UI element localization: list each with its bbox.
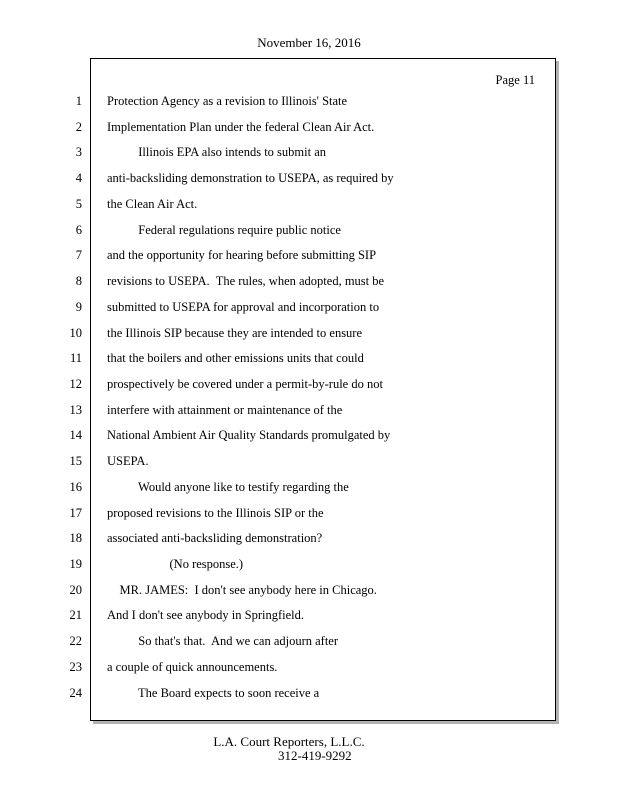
line-text: the Illinois SIP because they are intended to ensure: [107, 325, 363, 340]
line-number: 9: [75, 299, 82, 314]
line-number: 5: [75, 196, 82, 211]
line-number: 4: [75, 171, 82, 186]
line-number: 21: [69, 608, 82, 623]
line-text: Illinois EPA also intends to submit an: [107, 145, 326, 160]
line-text: submitted to USEPA for approval and incorporation to: [107, 299, 380, 314]
line-number: 22: [69, 634, 82, 649]
line-text: revisions to USEPA. The rules, when adopted, must be: [107, 274, 385, 288]
line-text: Would anyone like to testify regarding the: [107, 479, 349, 494]
line-text: So that's that. And we can adjourn after: [107, 634, 339, 649]
transcript-line: [0, 425, 618, 445]
transcript-line: [0, 168, 618, 188]
transcript-line: [0, 220, 618, 240]
line-number: 24: [69, 685, 82, 700]
transcript-line: [0, 477, 618, 497]
line-number: 20: [69, 582, 82, 597]
line-text: the Clean Air Act.: [107, 196, 198, 211]
line-number: 7: [75, 248, 82, 263]
line-text: USEPA.: [107, 454, 149, 469]
line-number: 11: [69, 351, 82, 366]
line-text: Federal regulations require public notice: [107, 222, 341, 237]
transcript-line: [0, 683, 618, 703]
line-text: Protection Agency as a revision to Illinois' State: [107, 94, 348, 108]
transcript-line: [0, 528, 618, 548]
transcript-line: [0, 117, 618, 137]
line-text: associated anti-backsliding demonstration?: [107, 531, 323, 546]
line-number: 19: [69, 557, 82, 571]
line-text: (No response.): [107, 557, 244, 571]
line-number: 13: [69, 402, 82, 417]
transcript-line: [0, 91, 618, 111]
transcript-line: [0, 605, 618, 625]
line-number: 23: [69, 659, 82, 674]
line-text: prospectively be covered under a permit-by-rule do not: [107, 376, 383, 391]
line-number: 10: [69, 325, 82, 340]
line-text: that the boilers and other emissions units that could: [107, 351, 364, 366]
transcript-line: [0, 271, 618, 291]
line-number: 8: [75, 274, 82, 288]
transcript-line: [0, 631, 618, 651]
transcript-line: [0, 323, 618, 343]
transcript-line: [0, 297, 618, 317]
line-number: 1: [75, 94, 82, 108]
footer-company: L.A. Court Reporters, L.L.C.: [213, 734, 365, 749]
footer-phone: 312-419-9292: [278, 748, 352, 763]
transcript-line: [0, 657, 618, 677]
line-number: 2: [75, 119, 82, 134]
line-number: 18: [69, 531, 82, 546]
transcript-line: [0, 194, 618, 214]
line-text: National Ambient Air Quality Standards promulgated by: [107, 428, 391, 443]
line-number: 17: [69, 505, 82, 520]
line-text: anti-backsliding demonstration to USEPA, as required by: [107, 171, 394, 186]
transcript-line: [0, 348, 618, 368]
line-text: The Board expects to soon receive a: [107, 685, 320, 700]
line-text: and the opportunity for hearing before submitting SIP: [107, 248, 377, 263]
transcript-line: [0, 245, 618, 265]
transcript-line: [0, 142, 618, 162]
line-number: 3: [75, 145, 82, 160]
line-number: 14: [69, 428, 82, 443]
line-number: 16: [69, 479, 82, 494]
line-text: interfere with attainment or maintenance of the: [107, 402, 343, 417]
transcript-line: [0, 400, 618, 420]
transcript-line: [0, 580, 618, 600]
line-text: Implementation Plan under the federal Clean Air Act.: [107, 119, 375, 134]
header-date: November 16, 2016: [257, 35, 361, 50]
line-number: 6: [75, 222, 82, 237]
transcript-line: [0, 554, 618, 574]
line-number: 15: [69, 454, 82, 469]
line-text: MR. JAMES: I don't see anybody here in Chicago.: [107, 582, 377, 597]
transcript-line: [0, 451, 618, 471]
line-text: proposed revisions to the Illinois SIP or the: [107, 505, 324, 520]
page-number: Page 11: [495, 73, 535, 87]
line-text: And I don't see anybody in Springfield.: [107, 608, 305, 623]
line-text: a couple of quick announcements.: [107, 659, 278, 674]
transcript-line: [0, 374, 618, 394]
transcript-line: [0, 503, 618, 523]
line-number: 12: [69, 376, 82, 391]
